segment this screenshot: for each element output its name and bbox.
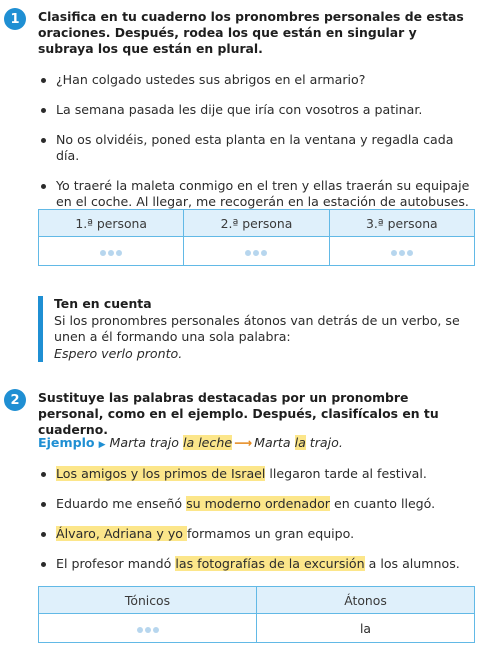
example-text: Marta trajo <box>109 435 183 450</box>
exercise-number-badge: 2 <box>4 389 26 411</box>
answer-cell: la <box>257 614 475 643</box>
note-accent-bar <box>38 296 43 362</box>
triangle-right-icon: ▶ <box>98 440 106 450</box>
list-item <box>38 556 478 572</box>
example-highlight: la <box>294 435 306 450</box>
list-item: No os olvidéis, poned esta planta en la ventana y regadla cada día. <box>38 132 478 164</box>
table-header: 1.ª persona <box>39 210 184 237</box>
sentence-text: El profesor mandó <box>56 556 176 571</box>
note-example: Espero verlo pronto. <box>54 346 183 361</box>
sentence-text: Eduardo me enseñó <box>56 496 187 511</box>
sentence-list <box>38 466 478 572</box>
example-text: Marta <box>254 435 295 450</box>
ellipsis-dots-icon <box>245 250 267 256</box>
sentence-text: en cuanto llegó. <box>329 496 436 511</box>
note-text: Si los pronombres personales átonos van detrás de un verbo, se unen a él formando una sola palabra: <box>54 313 460 344</box>
table-header: 2.ª persona <box>184 210 329 237</box>
sentence-text: formamos un gran equipo. <box>187 526 355 541</box>
arrow-right-icon: ⟶ <box>234 435 253 450</box>
exercise-instruction: Clasifica en tu cuaderno los pronombres personales de estas oraciones. Después, rodea los que están en singular y subraya los que están en plural. <box>38 9 464 56</box>
person-table <box>38 209 475 266</box>
highlighted-words: Los amigos y los primos de Israel <box>56 466 266 481</box>
table-header: Átonos <box>257 587 475 614</box>
table-header: Tónicos <box>39 587 257 614</box>
ellipsis-dots-icon <box>137 627 159 633</box>
ellipsis-dots-icon <box>391 250 413 256</box>
highlighted-words: las fotografías de la excursión <box>175 556 365 571</box>
example-highlight: la leche <box>182 435 233 450</box>
table-header: 3.ª persona <box>329 210 474 237</box>
pronoun-table <box>38 586 475 643</box>
highlighted-words: su moderno ordenador <box>186 496 330 511</box>
example-label: Ejemplo <box>38 435 95 450</box>
exercise-number-badge: 1 <box>4 8 26 30</box>
list-item: ¿Han colgado ustedes sus abrigos en el armario? <box>38 72 478 88</box>
sentence-list <box>38 72 478 210</box>
note-box <box>38 296 478 364</box>
example-line <box>38 435 343 450</box>
list-item <box>38 466 478 482</box>
sentence-text: a los alumnos. <box>364 556 460 571</box>
answer-cell <box>39 614 257 643</box>
list-item <box>38 526 478 542</box>
list-item <box>38 496 478 512</box>
ellipsis-dots-icon <box>100 250 122 256</box>
list-item: Yo traeré la maleta conmigo en el tren y ellas traerán su equipaje en el coche. Al llegar, me recogerán en la estación de autobuses. <box>38 178 478 210</box>
answer-cell <box>184 237 329 266</box>
exercise-instruction: Sustituye las palabras destacadas por un pronombre personal, como en el ejemplo. Después, clasifícalos en tu cuaderno. <box>38 390 439 437</box>
example-text: trajo. <box>305 435 343 450</box>
answer-cell <box>39 237 184 266</box>
note-title: Ten en cuenta <box>54 296 152 311</box>
list-item: La semana pasada les dije que iría con vosotros a patinar. <box>38 102 478 118</box>
sentence-text: llegaron tarde al festival. <box>265 466 427 481</box>
highlighted-words: Álvaro, Adriana y yo <box>56 526 187 541</box>
answer-cell <box>329 237 474 266</box>
